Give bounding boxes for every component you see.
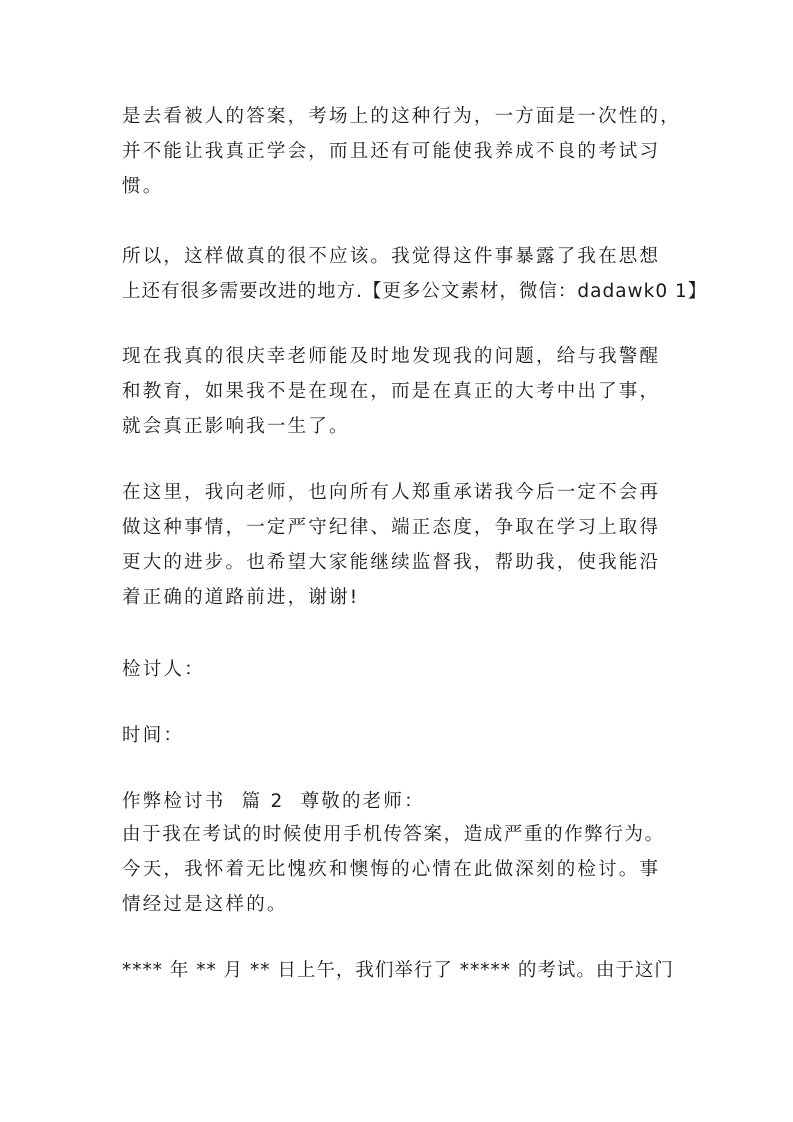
text-line: 时间：	[122, 725, 185, 746]
text-line: 惯。	[122, 176, 164, 197]
text-line: 作弊检讨书 篇 2 尊敬的老师：	[122, 791, 425, 812]
text-line: 由于我在考试的时候使用手机传答案，造成严重的作弊行为。	[122, 824, 665, 845]
text-line: 在这里，我向老师，也向所有人郑重承诺我今后一定不会再	[122, 482, 661, 503]
text-line: 并不能让我真正学会，而且还有可能使我养成不良的考试习	[122, 141, 661, 162]
text-line: 上还有很多需要改进的地方.【更多公文素材，微信：dadawk0 1】	[122, 281, 708, 302]
paragraph	[122, 239, 708, 309]
paragraph	[122, 339, 682, 444]
paragraph	[122, 475, 682, 615]
text-line: 是去看被人的答案，考场上的这种行为，一方面是一次性的，	[122, 106, 681, 127]
text-line: 更大的进步。也希望大家能继续监督我，帮助我，使我能沿	[122, 552, 661, 573]
signature-label	[122, 652, 682, 687]
date-label	[122, 718, 682, 753]
paragraph	[122, 817, 682, 922]
section-heading	[122, 784, 682, 819]
text-line: 着正确的道路前进，谢谢!	[122, 587, 360, 608]
text-line: 所以，这样做真的很不应该。我觉得这件事暴露了我在思想	[122, 246, 661, 267]
text-line: 现在我真的很庆幸老师能及时地发现我的问题，给与我警醒	[122, 346, 661, 367]
text-line: **** 年 ** 月 ** 日上午，我们举行了 ***** 的考试。由于这门	[122, 960, 674, 981]
text-line: 做这种事情，一定严守纪律、端正态度，争取在学习上取得	[122, 517, 661, 538]
text-line: 检讨人：	[122, 659, 205, 680]
text-line: 就会真正影响我一生了。	[122, 416, 350, 437]
paragraph	[122, 99, 682, 204]
text-line: 和教育，如果我不是在现在，而是在真正的大考中出了事，	[122, 381, 661, 402]
text-line: 情经过是这样的。	[122, 894, 288, 915]
text-line: 今天，我怀着无比愧疚和懊悔的心情在此做深刻的检讨。事	[122, 859, 661, 880]
paragraph	[122, 953, 682, 988]
